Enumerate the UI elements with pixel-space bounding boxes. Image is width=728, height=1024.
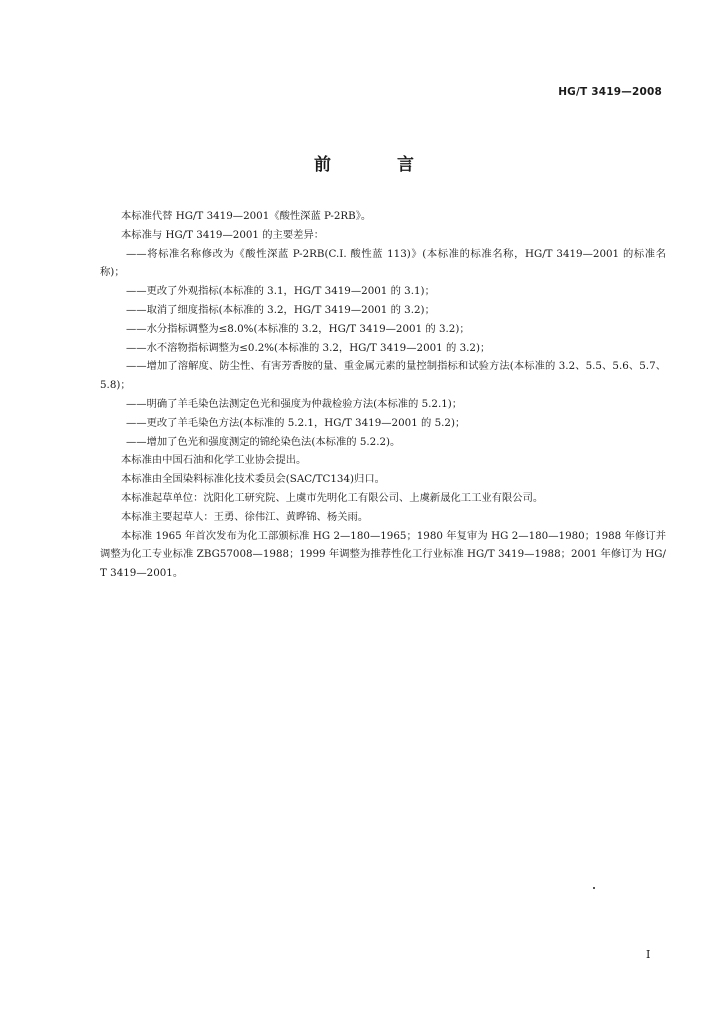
paragraph-drafters: 本标准主要起草人：王勇、徐伟江、黄晔锦、杨关雨。 (121, 510, 369, 523)
list-item-appearance: ——更改了外观指标(本标准的 3.1，HG/T 3419—2001 的 3.1)； (126, 285, 435, 298)
paragraph-replaces: 本标准代替 HG/T 3419—2001《酸性深蓝 P-2RB》。 (121, 210, 372, 222)
list-item-name-change: ——将标准名称修改为《酸性深蓝 P-2RB(C.I. 酸性蓝 113)》(本标准的标准名称，HG/T 3419—2001 的标准名称)； (100, 247, 666, 279)
list-item-arbitration: ——明确了羊毛染色法测定色光和强度为仲裁检验方法(本标准的 5.2.1)； (126, 397, 463, 410)
list-item-wool-dyeing: ——更改了羊毛染色方法(本标准的 5.2.1，HG/T 3419—2001 的 5.2)； (126, 416, 466, 429)
standard-number: HG/T 3419—2008 (558, 86, 662, 98)
list-item-insoluble: ——水不溶物指标调整为≤0.2%(本标准的 3.2，HG/T 3419—2001 的 3.2)； (126, 341, 491, 354)
page-title: 前 言 (314, 155, 444, 175)
list-item-nylon-dyeing: ——增加了色光和强度测定的锦纶染色法(本标准的 5.2.2)。 (126, 435, 401, 448)
scan-speck (593, 887, 595, 889)
list-item-added-tests: ——增加了溶解度、防尘性、有害芳香胺的量、重金属元素的量控制指标和试验方法(本标准的 3.2、5.5、5.6、5.7、5.8)； (100, 360, 666, 392)
list-item-fineness: ——取消了细度指标(本标准的 3.2，HG/T 3419—2001 的 3.2)； (126, 303, 435, 316)
paragraph-differences-intro: 本标准与 HG/T 3419—2001 的主要差异： (121, 228, 325, 241)
list-item-moisture: ——水分指标调整为≤8.0%(本标准的 3.2，HG/T 3419—2001 的 3.2)； (126, 322, 470, 335)
paragraph-drafting-units: 本标准起草单位：沈阳化工研究院、上虞市先明化工有限公司、上虞新晟化工工业有限公司。 (121, 491, 544, 504)
paragraph-proposed-by: 本标准由中国石油和化学工业协会提出。 (121, 454, 307, 467)
paragraph-history: 本标准 1965 年首次发布为化工部颁标准 HG 2—180—1965；1980 年复审为 HG 2—180—1980；1988 年修订并调整为化工专业标准 ZBG57008—1988；1999 年调整为推荐性化工行业标准 HG/T 3419—1988；2001 年修订为 HG/T 3419—2001。 (100, 529, 666, 580)
page-number: I (646, 948, 651, 961)
paragraph-managed-by: 本标准由全国染料标准化技术委员会(SAC/TC134)归口。 (121, 473, 385, 486)
foreword-body (100, 207, 666, 583)
